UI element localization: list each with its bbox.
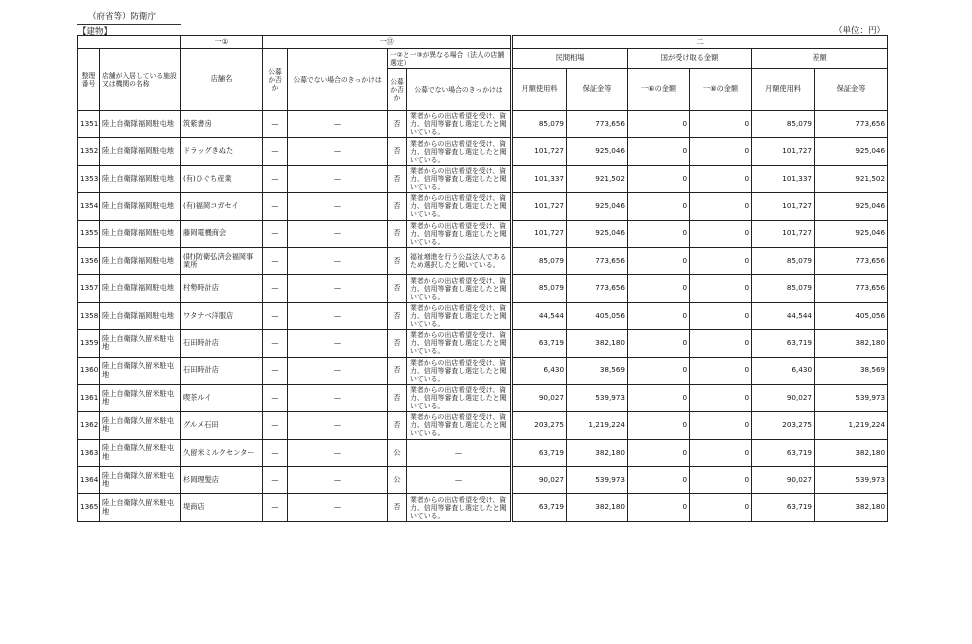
cell-public2: 否 [388,193,407,220]
cell-reason2: 福祉増進を行う公益法人であるため選択したと聞いている。 [407,247,512,274]
cell-store: (有)福岡コガセイ [181,193,263,220]
cell-public1: — [263,494,288,521]
cell-gov-deposit: 0 [690,193,752,220]
cell-public1: — [263,193,288,220]
table-row [78,138,888,165]
cell-diff-deposit: 539,973 [815,384,888,411]
cell-reason1: — [288,330,388,357]
cell-monthly-rent: 85,079 [512,275,567,302]
cell-gov-deposit: 0 [690,220,752,247]
cell-no: 1364 [78,467,100,494]
cell-gov-deposit: 0 [690,138,752,165]
cell-store: (有)ひぐち産業 [181,165,263,192]
cell-public2: 否 [388,165,407,192]
cell-store: 杉岡理髪店 [181,467,263,494]
cell-reason1: — [288,275,388,302]
cell-gov-monthly: 0 [628,275,690,302]
cell-store: 久留米ミルクセンター [181,439,263,466]
cell-no: 1355 [78,220,100,247]
cell-public2: 否 [388,412,407,439]
cell-monthly-rent: 85,079 [512,247,567,274]
cell-diff-monthly: 101,727 [752,138,815,165]
cell-store: 石田時計店 [181,357,263,384]
cell-store: 喫茶ルイ [181,384,263,411]
cell-diff-monthly: 63,719 [752,494,815,521]
cell-public2: 公 [388,439,407,466]
table-row [78,330,888,357]
cell-reason2: 業者からの出店希望を受け、資力、信用等審査し選定したと聞いている。 [407,220,512,247]
cell-reason1: — [288,467,388,494]
cell-diff-monthly: 85,079 [752,275,815,302]
col-public2: 公募か否か [388,69,407,111]
cell-public1: — [263,357,288,384]
cell-gov-deposit: 0 [690,357,752,384]
cell-facility: 陸上自衛隊久留米駐屯地 [100,439,181,466]
cell-gov-monthly: 0 [628,165,690,192]
cell-facility: 陸上自衛隊久留米駐屯地 [100,384,181,411]
cell-gov-monthly: 0 [628,330,690,357]
cell-gov-deposit: 0 [690,111,752,138]
cell-monthly-rent: 63,719 [512,494,567,521]
cell-gov-monthly: 0 [628,302,690,329]
cell-diff-deposit: 925,046 [815,220,888,247]
cell-diff-monthly: 63,719 [752,330,815,357]
cell-no: 1363 [78,439,100,466]
cell-reason2: 業者からの出店希望を受け、資力、信用等審査し選定したと聞いている。 [407,330,512,357]
header-blank [78,36,181,49]
table-row [78,494,888,521]
cell-public1: — [263,302,288,329]
cell-public2: 否 [388,111,407,138]
cell-monthly-rent: 90,027 [512,384,567,411]
cell-facility: 陸上自衛隊久留米駐屯地 [100,412,181,439]
cell-no: 1361 [78,384,100,411]
cell-public2: 否 [388,330,407,357]
cell-facility: 陸上自衛隊福岡駐屯地 [100,247,181,274]
cell-public1: — [263,111,288,138]
cell-deposit: 925,046 [567,193,628,220]
cell-public2: 否 [388,138,407,165]
cell-diff-deposit: 539,973 [815,467,888,494]
cell-reason2: — [407,439,512,466]
ministry-label: （府省等）防衛庁 [88,12,157,22]
cell-reason2: 業者からの出店希望を受け、資力、信用等審査し選定したと聞いている。 [407,494,512,521]
cell-no: 1359 [78,330,100,357]
cell-public1: — [263,467,288,494]
private-rent-header: 民間相場 [512,49,628,69]
cell-diff-deposit: 925,046 [815,193,888,220]
cell-public1: — [263,330,288,357]
cell-store: 石田時計店 [181,330,263,357]
cell-monthly-rent: 90,027 [512,467,567,494]
cell-diff-monthly: 101,337 [752,165,815,192]
cell-diff-deposit: 382,180 [815,494,888,521]
table-row [78,412,888,439]
cell-diff-deposit: 773,656 [815,247,888,274]
cell-reason1: — [288,111,388,138]
cell-diff-monthly: 6,430 [752,357,815,384]
cell-monthly-rent: 6,430 [512,357,567,384]
cell-store: ドラッグきぬた [181,138,263,165]
cell-monthly-rent: 44,544 [512,302,567,329]
cell-diff-monthly: 90,027 [752,384,815,411]
cell-gov-monthly: 0 [628,384,690,411]
col-gov-monthly: 一⑥の金額 [628,69,690,111]
cell-public2: 公 [388,467,407,494]
table-row [78,165,888,192]
cell-gov-deposit: 0 [690,439,752,466]
diff-selection-header: 一②と一③が異なる場合（法人の店舗選定） [388,49,512,69]
cell-diff-monthly: 85,079 [752,111,815,138]
cell-reason1: — [288,193,388,220]
cell-public2: 否 [388,357,407,384]
cell-store: グルメ石田 [181,412,263,439]
table-row [78,302,888,329]
cell-diff-deposit: 382,180 [815,330,888,357]
cell-no: 1357 [78,275,100,302]
cell-gov-monthly: 0 [628,193,690,220]
table-row [78,439,888,466]
cell-deposit: 773,656 [567,247,628,274]
cell-reason1: — [288,165,388,192]
cell-diff-monthly: 203,275 [752,412,815,439]
category-label: 【建物】 [78,27,113,37]
cell-no: 1352 [78,138,100,165]
cell-reason2: 業者からの出店希望を受け、資力、信用等審査し選定したと聞いている。 [407,275,512,302]
cell-public1: — [263,247,288,274]
cell-reason2: 業者からの出店希望を受け、資力、信用等審査し選定したと聞いている。 [407,138,512,165]
cell-deposit: 925,046 [567,220,628,247]
cell-reason2: 業者からの出店希望を受け、資力、信用等審査し選定したと聞いている。 [407,193,512,220]
cell-monthly-rent: 101,727 [512,193,567,220]
table-row [78,275,888,302]
cell-reason1: — [288,247,388,274]
cell-deposit: 921,502 [567,165,628,192]
cell-gov-deposit: 0 [690,412,752,439]
cell-reason2: 業者からの出店希望を受け、資力、信用等審査し選定したと聞いている。 [407,384,512,411]
cell-store: 藤岡電機商会 [181,220,263,247]
cell-gov-monthly: 0 [628,247,690,274]
cell-diff-deposit: 773,656 [815,111,888,138]
cell-public1: — [263,384,288,411]
cell-reason1: — [288,494,388,521]
cell-facility: 陸上自衛隊福岡駐屯地 [100,220,181,247]
cell-public2: 否 [388,384,407,411]
cell-deposit: 405,056 [567,302,628,329]
cell-deposit: 539,973 [567,467,628,494]
cell-no: 1354 [78,193,100,220]
cell-no: 1356 [78,247,100,274]
cell-facility: 陸上自衛隊福岡駐屯地 [100,193,181,220]
col-store: 店舗名 [181,49,263,111]
cell-public1: — [263,275,288,302]
cell-reason2: 業者からの出店希望を受け、資力、信用等審査し選定したと聞いている。 [407,165,512,192]
cell-reason2: 業者からの出店希望を受け、資力、信用等審査し選定したと聞いている。 [407,357,512,384]
cell-deposit: 773,656 [567,275,628,302]
col-reason1: 公募でない場合のきっかけは [288,49,388,111]
table-row [78,111,888,138]
group13-header: 一⑬ [263,36,512,49]
cell-no: 1360 [78,357,100,384]
cell-gov-monthly: 0 [628,412,690,439]
cell-store: (財)防衛弘済会福岡事業所 [181,247,263,274]
cell-public1: — [263,220,288,247]
cell-public2: 否 [388,275,407,302]
cell-gov-deposit: 0 [690,247,752,274]
cell-public1: — [263,412,288,439]
cell-monthly-rent: 101,727 [512,220,567,247]
cell-public2: 否 [388,494,407,521]
cell-diff-deposit: 921,502 [815,165,888,192]
cell-diff-monthly: 85,079 [752,247,815,274]
col-monthly-rent: 月額使用料 [512,69,567,111]
unit-label: （単位：円） [833,26,885,36]
cell-monthly-rent: 63,719 [512,439,567,466]
cell-gov-deposit: 0 [690,467,752,494]
table-row [78,357,888,384]
cell-gov-monthly: 0 [628,439,690,466]
cell-reason1: — [288,302,388,329]
cell-no: 1351 [78,111,100,138]
col-diff-deposit: 保証金等 [815,69,888,111]
cell-no: 1362 [78,412,100,439]
cell-diff-deposit: 1,219,224 [815,412,888,439]
cell-monthly-rent: 203,275 [512,412,567,439]
cell-public2: 否 [388,220,407,247]
cell-reason1: — [288,439,388,466]
cell-facility: 陸上自衛隊福岡駐屯地 [100,165,181,192]
col-no: 整理番号 [78,49,100,111]
cell-facility: 陸上自衛隊福岡駐屯地 [100,138,181,165]
cell-reason2: 業者からの出店希望を受け、資力、信用等審査し選定したと聞いている。 [407,111,512,138]
cell-reason1: — [288,412,388,439]
cell-facility: 陸上自衛隊久留米駐屯地 [100,357,181,384]
cell-facility: 陸上自衛隊福岡駐屯地 [100,111,181,138]
col-gov-deposit: 一⑧の金額 [690,69,752,111]
ministry-underline [77,24,181,25]
cell-no: 1353 [78,165,100,192]
cell-diff-deposit: 382,180 [815,439,888,466]
cell-deposit: 539,973 [567,384,628,411]
cell-public1: — [263,165,288,192]
cell-gov-monthly: 0 [628,357,690,384]
table-row [78,384,888,411]
cell-gov-deposit: 0 [690,384,752,411]
cell-public2: 否 [388,302,407,329]
group2-header: 二 [512,36,888,49]
cell-diff-monthly: 101,727 [752,193,815,220]
cell-reason1: — [288,138,388,165]
cell-facility: 陸上自衛隊福岡駐屯地 [100,302,181,329]
cell-diff-monthly: 44,544 [752,302,815,329]
cell-public2: 否 [388,247,407,274]
cell-no: 1365 [78,494,100,521]
cell-diff-monthly: 63,719 [752,439,815,466]
cell-store: 村勢時計店 [181,275,263,302]
cell-monthly-rent: 85,079 [512,111,567,138]
cell-gov-monthly: 0 [628,467,690,494]
cell-reason1: — [288,220,388,247]
cell-deposit: 1,219,224 [567,412,628,439]
table-row [78,247,888,274]
cell-reason1: — [288,384,388,411]
cell-reason2: — [407,467,512,494]
cell-gov-deposit: 0 [690,165,752,192]
cell-diff-deposit: 38,569 [815,357,888,384]
cell-deposit: 925,046 [567,138,628,165]
cell-facility: 陸上自衛隊久留米駐屯地 [100,467,181,494]
cell-reason2: 業者からの出店希望を受け、資力、信用等審査し選定したと聞いている。 [407,412,512,439]
cell-deposit: 382,180 [567,494,628,521]
cell-reason2: 業者からの出店希望を受け、資力、信用等審査し選定したと聞いている。 [407,302,512,329]
cell-diff-deposit: 773,656 [815,275,888,302]
cell-facility: 陸上自衛隊福岡駐屯地 [100,275,181,302]
col-deposit: 保証金等 [567,69,628,111]
table-row [78,220,888,247]
col-reason2: 公募でない場合のきっかけは [407,69,512,111]
cell-diff-deposit: 405,056 [815,302,888,329]
cell-facility: 陸上自衛隊久留米駐屯地 [100,330,181,357]
cell-gov-monthly: 0 [628,138,690,165]
table-row [78,193,888,220]
cell-deposit: 773,656 [567,111,628,138]
cell-gov-monthly: 0 [628,111,690,138]
store-table [77,35,888,522]
cell-deposit: 382,180 [567,330,628,357]
gov-receive-header: 国が受け取る金額 [628,49,752,69]
cell-store: ワタナベ洋服店 [181,302,263,329]
cell-gov-deposit: 0 [690,494,752,521]
cell-gov-monthly: 0 [628,220,690,247]
cell-monthly-rent: 101,727 [512,138,567,165]
col-facility: 店舗が入居している施設又は機関の名称 [100,49,181,111]
col-public1: 公募か否か [263,49,288,111]
group1-header: 一① [181,36,263,49]
cell-no: 1358 [78,302,100,329]
cell-public1: — [263,439,288,466]
cell-facility: 陸上自衛隊久留米駐屯地 [100,494,181,521]
cell-monthly-rent: 63,719 [512,330,567,357]
table-body [78,111,888,522]
cell-diff-deposit: 925,046 [815,138,888,165]
cell-gov-deposit: 0 [690,330,752,357]
cell-gov-monthly: 0 [628,494,690,521]
difference-header: 差額 [752,49,888,69]
col-diff-monthly: 月額使用料 [752,69,815,111]
cell-reason1: — [288,357,388,384]
cell-store: 筑紫書房 [181,111,263,138]
cell-gov-deposit: 0 [690,275,752,302]
cell-deposit: 38,569 [567,357,628,384]
cell-store: 堤商店 [181,494,263,521]
cell-diff-monthly: 101,727 [752,220,815,247]
cell-deposit: 382,180 [567,439,628,466]
cell-diff-monthly: 90,027 [752,467,815,494]
cell-gov-deposit: 0 [690,302,752,329]
cell-public1: — [263,138,288,165]
table-row [78,467,888,494]
cell-monthly-rent: 101,337 [512,165,567,192]
